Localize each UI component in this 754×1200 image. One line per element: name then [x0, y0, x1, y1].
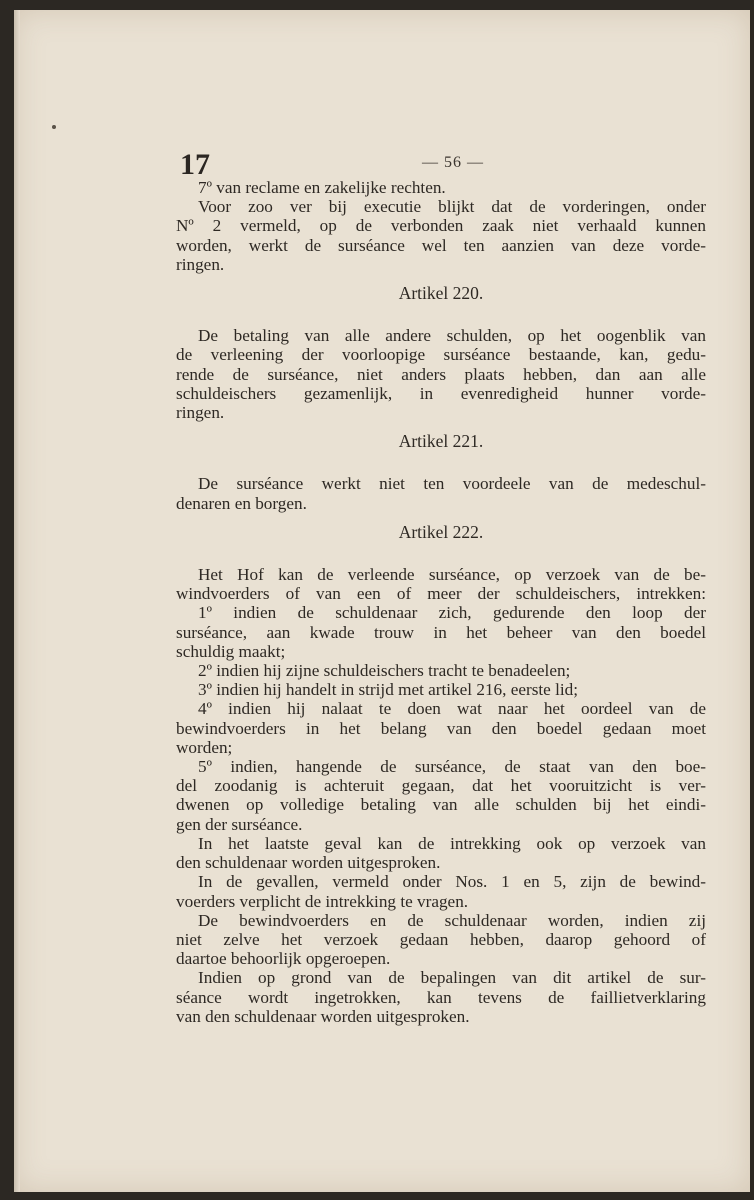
text-line: Nº 2 vermeld, op de verbonden zaak niet verhaald kunnen — [176, 216, 706, 236]
text-line: 3º indien hij handelt in strijd met artikel 216, eerste lid; — [198, 680, 579, 700]
text-line: In het laatste geval kan de intrekking ook op verzoek van — [198, 833, 706, 853]
text-line: worden; — [176, 737, 233, 757]
article-heading: Artikel 220. — [398, 283, 484, 304]
page-body — [176, 178, 706, 1026]
text-line: De betaling van alle andere schulden, op het oogenblik van — [198, 326, 706, 346]
text-line: daartoe behoorlijk opgeroepen. — [176, 949, 391, 969]
text-line: gen der surséance. — [176, 814, 303, 834]
text-line: del zoodanig is achteruit gegaan, dat het vooruitzicht is ver- — [176, 776, 706, 796]
article-heading: Artikel 222. — [398, 521, 484, 542]
text-line: De bewindvoerders en de schuldenaar worden, indien zij — [198, 910, 706, 930]
text-line: niet zelve het verzoek gedaan hebben, daarop gehoord of — [176, 929, 706, 949]
text-line: denaren en borgen. — [176, 493, 307, 513]
text-line: worden, werkt de surséance wel ten aanzien van deze vorde- — [176, 235, 706, 255]
text-line: bewindvoerders in het belang van den boedel gedaan moet — [176, 718, 706, 738]
text-line: Het Hof kan de verleende surséance, op verzoek van de be- — [198, 565, 706, 585]
text-line: ringen. — [176, 403, 225, 423]
text-line: van den schuldenaar worden uitgesproken. — [176, 1006, 470, 1026]
signature-mark: 17 — [180, 148, 210, 181]
text-line: 4º indien hij nalaat te doen wat naar het oordeel van de — [198, 699, 706, 719]
text-line: Indien op grond van de bepalingen van dit artikel de sur- — [198, 968, 706, 988]
text-line: windvoerders of van een of meer der schuldeischers, intrekken: — [176, 584, 706, 604]
text-line: voerders verplicht de intrekking te vragen. — [176, 891, 469, 911]
text-line: In de gevallen, vermeld onder Nos. 1 en 5, zijn de bewind- — [198, 872, 706, 892]
text-line: rende de surséance, niet anders plaats hebben, dan aan alle — [176, 364, 706, 384]
text-line: 5º indien, hangende de surséance, de staat van den boe- — [198, 757, 706, 777]
text-line: den schuldenaar worden uitgesproken. — [176, 853, 441, 873]
text-line: dwenen op volledige betaling van alle schulden bij het eindi- — [176, 795, 706, 815]
text-line: 1º indien de schuldenaar zich, gedurende den loop der — [198, 603, 706, 623]
page-edge — [14, 10, 20, 1192]
text-line: schuldeischers gezamenlijk, in evenredigheid hunner vorde- — [176, 383, 706, 403]
text-line: schuldig maakt; — [176, 641, 286, 661]
text-line: de verleening der voorloopige surséance bestaande, kan, gedu- — [176, 345, 706, 365]
text-line: De surséance werkt niet ten voordeele van de medeschul- — [198, 474, 706, 494]
text-line: séance wordt ingetrokken, kan tevens de faillietverklaring — [176, 987, 706, 1007]
text-line: Voor zoo ver bij executie blijkt dat de vorderingen, onder — [198, 197, 706, 217]
page-number: — 56 — — [422, 154, 484, 171]
article-heading: Artikel 221. — [398, 431, 484, 452]
text-line: 2º indien hij zijne schuldeischers tracht te benadeelen; — [198, 661, 571, 681]
text-line: ringen. — [176, 254, 225, 274]
text-line: surséance, aan kwade trouw in het beheer van den boedel — [176, 622, 706, 642]
text-line: 7º van reclame en zakelijke rechten. — [198, 178, 446, 197]
ink-speck — [52, 125, 56, 129]
